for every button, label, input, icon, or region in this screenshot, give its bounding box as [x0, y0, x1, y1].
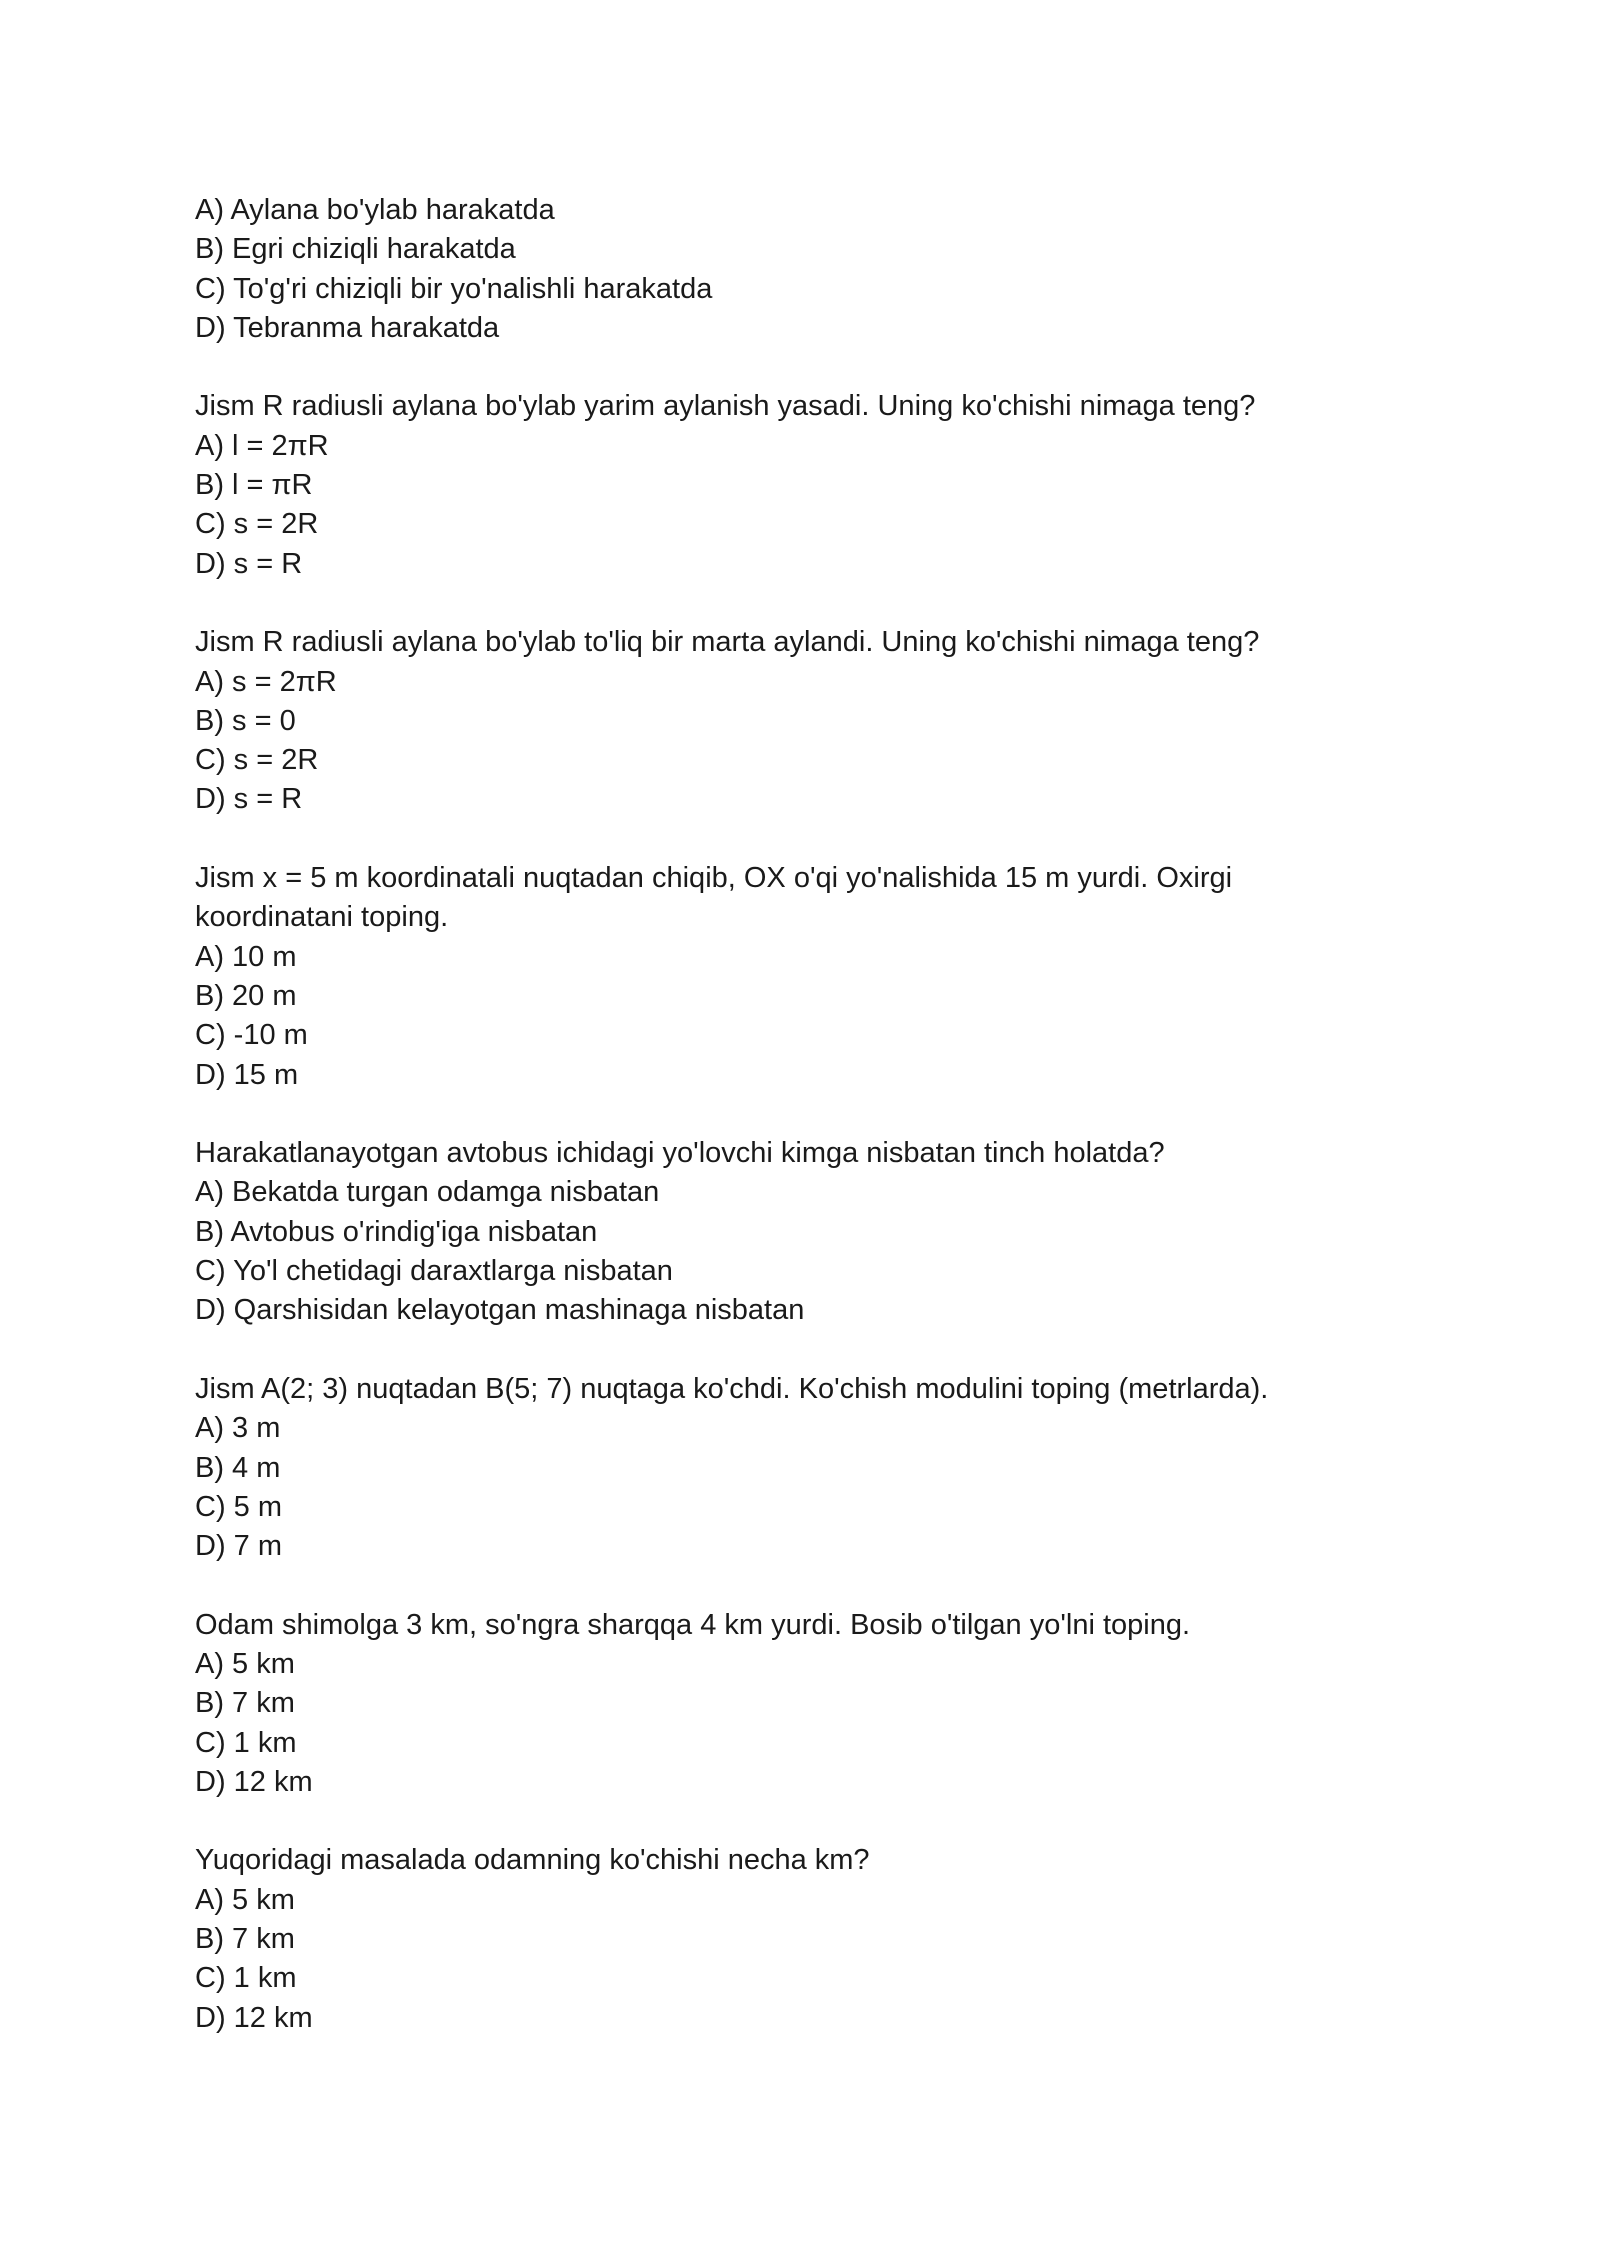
option-d: D) 15 m	[195, 1058, 299, 1091]
option-a: A) 10 m	[195, 940, 297, 973]
option-a: A) Bekatda turgan odamga nisbatan	[195, 1176, 660, 1209]
spacer	[195, 1331, 1435, 1370]
option-c: C) 5 m	[195, 1490, 282, 1523]
option-d: D) s = R	[195, 547, 303, 580]
option-b: B) 7 km	[195, 1687, 295, 1720]
question-block-1	[195, 387, 1435, 583]
option-b: B) Egri chiziqli harakatda	[195, 233, 516, 266]
option-a: A) 3 m	[195, 1412, 281, 1445]
question-block-6	[195, 1606, 1435, 1802]
question-block-continued	[195, 191, 1435, 348]
option-c: C) s = 2R	[195, 744, 319, 777]
option-b: B) Avtobus o'rindig'iga nisbatan	[195, 1215, 598, 1248]
option-d: D) Tebranma harakatda	[195, 311, 500, 344]
question-block-7	[195, 1841, 1435, 2037]
option-d: D) 12 km	[195, 2001, 313, 2034]
option-b: B) s = 0	[195, 704, 296, 737]
option-c: C) s = 2R	[195, 508, 319, 541]
question-text: Harakatlanayotgan avtobus ichidagi yo'lovchi kimga nisbatan tinch holatda?	[195, 1137, 1165, 1170]
spacer	[195, 820, 1435, 859]
option-d: D) s = R	[195, 783, 303, 816]
option-c: C) 1 km	[195, 1726, 297, 1759]
spacer	[195, 1566, 1435, 1605]
question-block-3	[195, 859, 1435, 1095]
option-b: B) 4 m	[195, 1451, 281, 1484]
option-b: B) 7 km	[195, 1923, 295, 1956]
option-b: B) l = πR	[195, 469, 313, 502]
question-block-4	[195, 1134, 1435, 1330]
option-c: C) -10 m	[195, 1019, 308, 1052]
spacer	[195, 584, 1435, 623]
option-a: A) 5 km	[195, 1647, 295, 1680]
spacer	[195, 1802, 1435, 1841]
option-a: A) l = 2πR	[195, 429, 329, 462]
quiz-content	[195, 191, 1435, 2038]
option-a: A) 5 km	[195, 1883, 295, 1916]
option-d: D) Qarshisidan kelayotgan mashinaga nisbatan	[195, 1294, 805, 1327]
question-text: Jism R radiusli aylana bo'ylab to'liq bir marta aylandi. Uning ko'chishi nimaga teng?	[195, 626, 1260, 659]
option-d: D) 12 km	[195, 1765, 313, 1798]
option-b: B) 20 m	[195, 979, 297, 1012]
spacer	[195, 348, 1435, 387]
option-d: D) 7 m	[195, 1530, 282, 1563]
question-text-line-2: koordinatani toping.	[195, 901, 449, 934]
option-a: A) s = 2πR	[195, 665, 337, 698]
question-text: Yuqoridagi masalada odamning ko'chishi necha km?	[195, 1844, 870, 1877]
question-text: Jism R radiusli aylana bo'ylab yarim aylanish yasadi. Uning ko'chishi nimaga teng?	[195, 390, 1256, 423]
option-a: A) Aylana bo'ylab harakatda	[195, 194, 555, 226]
question-text: Jism A(2; 3) nuqtadan B(5; 7) nuqtaga ko'chdi. Ko'chish modulini toping (metrlarda).	[195, 1372, 1269, 1405]
option-c: C) 1 km	[195, 1962, 297, 1995]
question-text-line-1: Jism x = 5 m koordinatali nuqtadan chiqib, OX o'qi yo'nalishida 15 m yurdi. Oxirgi	[195, 862, 1233, 895]
spacer	[195, 1095, 1435, 1134]
option-c: C) To'g'ri chiziqli bir yo'nalishli harakatda	[195, 272, 713, 305]
option-c: C) Yo'l chetidagi daraxtlarga nisbatan	[195, 1255, 673, 1288]
question-block-5	[195, 1370, 1435, 1566]
question-text: Odam shimolga 3 km, so'ngra sharqqa 4 km yurdi. Bosib o'tilgan yo'lni toping.	[195, 1608, 1191, 1641]
question-block-2	[195, 623, 1435, 819]
